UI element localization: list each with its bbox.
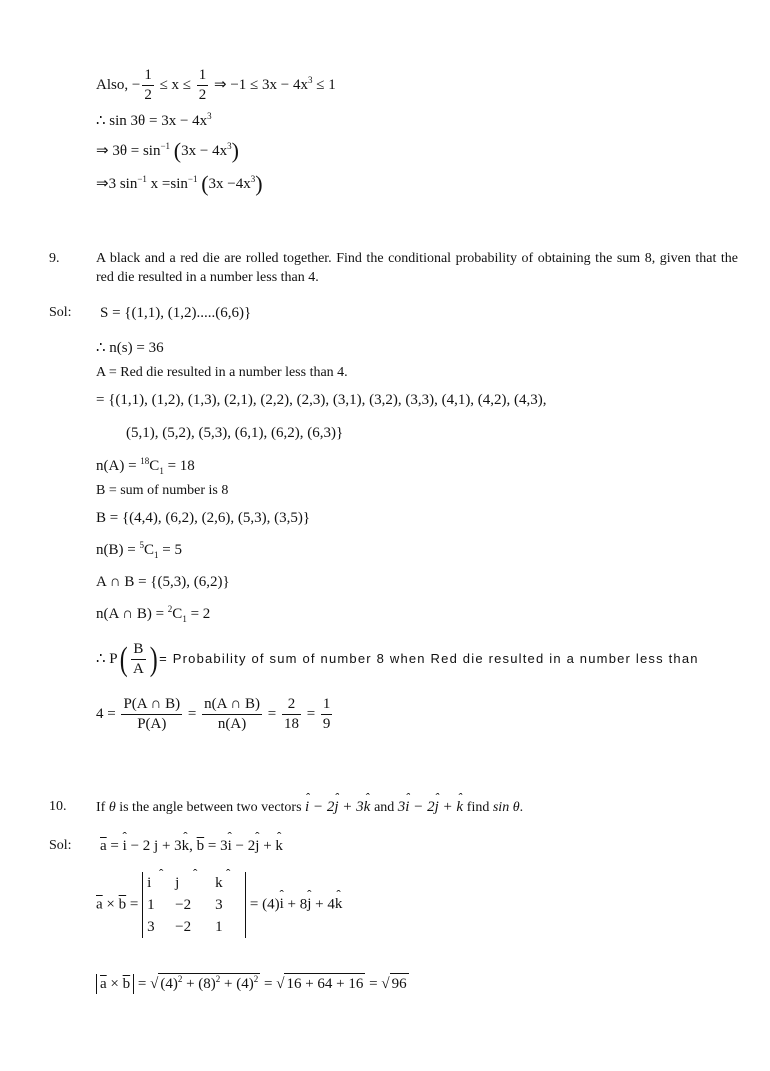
question-number-10: 10. [49,799,67,814]
text: = 18 [167,458,195,474]
proof-line-2 [96,111,212,131]
text: ⇒3 sin [96,176,138,192]
matrix-cell: 1 [147,897,155,913]
vector-b: $\overline{b}$ [118,896,127,913]
denominator: A [132,661,144,677]
text: ≤ 1 [316,76,336,93]
text: − 2 [413,799,435,815]
text: = 3 [207,838,228,854]
superscript: 2 [177,974,183,984]
text: = [129,896,139,913]
text: − 2 [312,799,335,815]
unit-vector-j: ˆ j [255,836,259,856]
text: C [143,542,154,558]
text: = [137,976,147,992]
text: x =sin [150,176,188,192]
b-definition: B = sum of number is 8 [96,483,229,498]
matrix-cell: 3 [147,919,155,935]
a-set-line-2: (5,1), (5,2), (5,3), (6,1), (6,2), (6,3)} [126,425,344,441]
proof-line-4: ⇒3 $\sin^{-1} x =\sin^{-1}$ $(3x -4x^3)$ [96,171,263,196]
text: Also, [96,76,129,93]
superscript: 3 [227,141,232,151]
matrix-cell: ˆ j [175,872,215,894]
denominator: 18 [283,716,299,732]
superscript: 2 [253,974,259,984]
unit-vector-j: ˆ j [435,797,439,817]
text: . [519,800,524,815]
text: find [466,800,490,815]
text: + 3 [342,799,364,815]
unit-vector-k: ˆ k [275,836,283,856]
text: = 5 [162,542,182,558]
unit-vector-i: ˆ i [405,797,409,817]
unit-vector-k: ˆ k [456,797,463,817]
a-definition: A = Red die resulted in a number less than 4. [96,365,348,380]
unit-vector-k: ˆ k [364,797,371,817]
denominator: P(A) [137,716,167,732]
vector-b: $\overline{b}$ [196,838,205,854]
unit-vector-i: ˆ i [123,836,127,856]
question-9-text: A black and a red die are rolled together. Find the conditional probability of obtaining the sum 8, given that the red die resulted in a number less than 4. [96,251,738,285]
proof-line-3: ⇒ $3\theta = \sin^{-1} (3x - 4x^3)$ [96,138,239,163]
matrix-cell: ˆ i [147,872,175,894]
n-a [96,456,195,476]
proof-line-1 [96,66,336,105]
text: 3 [397,799,406,815]
text: = [264,976,273,992]
numerator: 1 [321,695,333,715]
determinant-matrix [142,872,246,938]
superscript: 3 [308,74,313,85]
probability-result [96,695,334,734]
text: n(A ∩ B) = [96,606,165,622]
superscript: −1 [137,174,147,184]
text: = [267,705,277,722]
b-set: B = {(4,4), (6,2), (2,6), (5,3), (3,5)} [96,510,311,526]
text: + 8 [287,896,308,913]
cross-product [96,872,342,938]
text: − 2 [235,838,256,854]
superscript: 2 [167,604,173,614]
text: and [374,800,395,815]
text: + (4) [224,976,254,992]
fraction [282,695,301,734]
sol-label-9: Sol: [49,305,72,320]
numerator: 2 [282,695,301,715]
text: × [110,976,119,992]
text: + 4 [315,896,335,913]
unit-vector-i: ˆ i [305,797,309,817]
matrix-cell: ˆ k [215,872,241,894]
unit-vector-k: ˆ k [335,894,343,914]
sin-theta: sin θ [492,800,520,815]
fraction [197,66,209,105]
superscript: 5 [139,540,144,550]
text: (4) [160,976,178,992]
magnitude [96,973,409,994]
question-number-9: 9. [49,251,60,266]
numerator: n(A ∩ B) [202,695,262,715]
subscript: 1 [159,466,164,476]
sol-label-10: Sol: [49,838,72,853]
unit-vector-i: ˆ i [228,836,232,856]
sqrt-body: 96 [390,973,409,994]
text: = [110,838,119,854]
text: 4 = [96,705,116,722]
superscript: 2 [215,974,221,984]
question-10-text [96,797,523,818]
absolute-value [96,974,134,994]
text: C [172,606,183,622]
matrix-cell: 3 [215,897,223,913]
text: C [149,458,160,474]
text: n(B) = [96,542,136,558]
sqrt-icon: √ [276,976,285,992]
denominator: n(A) [217,716,247,732]
numerator: P(A ∩ B) [121,695,182,715]
text: + (8) [186,976,216,992]
vector-a: $\overline{a}$ [100,838,107,854]
text: = [306,705,316,722]
text: , [189,838,193,854]
text: = [187,705,197,722]
n-a-intersect-b [96,604,210,624]
fraction [142,66,154,105]
a-intersect-b: A ∩ B = {(5,3), (6,2)} [96,574,230,590]
denominator: 2 [144,87,152,103]
text: ∴ P [96,650,118,667]
text: + [263,838,272,854]
fraction [202,695,262,734]
probability-text: = Probability of sum of number 8 when Red die resulted in a number less than [159,650,699,666]
denominator: 9 [322,716,331,732]
text: n(A) = [96,458,137,474]
subscript: 1 [153,550,159,560]
sqrt-icon: √ [150,976,159,992]
text: 3x −4x [208,176,251,192]
text: − [131,76,141,93]
numerator: 1 [142,66,154,86]
numerator: 1 [197,66,209,86]
superscript: 3 [250,174,256,184]
text: ∴ sin 3θ = 3x − 4x [96,113,208,129]
text: × [106,896,115,913]
sample-space: S = {(1,1), (1,2).....(6,6)} [100,305,252,321]
text: 3x − 4x [181,143,228,159]
vector-b: $\overline{b}$ [122,976,131,992]
theta: θ [108,800,116,815]
text: ≤ x ≤ [159,76,192,93]
text: is the angle between two vectors [119,800,302,815]
subscript: 1 [182,614,187,624]
sqrt-body [158,973,260,994]
text: + [442,799,453,815]
unit-vector-j: ˆ j [307,894,311,914]
fraction [321,695,333,734]
superscript: 3 [207,111,212,121]
probability-statement: ∴ P( $\frac{B}{A}$ ) = Probability of sum of number 8 when Red die resulted in a number less than [96,640,699,678]
text: If [96,800,106,815]
unit-vector-i: ˆ i [280,894,284,914]
sqrt-body: 16 + 64 + 16 [284,973,365,994]
sqrt-icon: √ [381,976,390,992]
fraction [121,695,182,734]
numerator: B [131,640,146,660]
unit-vector-j: ˆ j [334,797,338,817]
superscript: 18 [140,456,150,466]
text: = [369,976,378,992]
superscript: −1 [187,174,198,184]
fraction [131,640,146,679]
denominator: 2 [198,87,207,103]
unit-vector-k: ˆ k [182,836,190,856]
text: ⇒ −1 ≤ 3x − 4x [214,76,309,93]
vector-a: $\overline{a}$ [96,896,103,913]
matrix-cell: −2 [175,919,192,935]
vector-a: $\overline{a}$ [100,976,107,992]
text: = 2 [190,606,211,622]
superscript: −1 [160,141,171,151]
n-s: ∴ n(s) = 36 [96,340,164,356]
n-b [96,540,182,560]
text: = (4) [249,896,280,913]
vectors-definition [100,836,283,856]
matrix-cell: 1 [215,919,223,935]
text: − 2 j + 3 [130,838,182,854]
a-set-line-1: = {(1,1), (1,2), (1,3), (2,1), (2,2), (2,3), (3,1), (3,2), (3,3), (4,1), (4,2), (4,3), [96,392,547,408]
matrix-cell: −2 [175,897,192,913]
text: ⇒ 3θ = sin [96,143,161,159]
